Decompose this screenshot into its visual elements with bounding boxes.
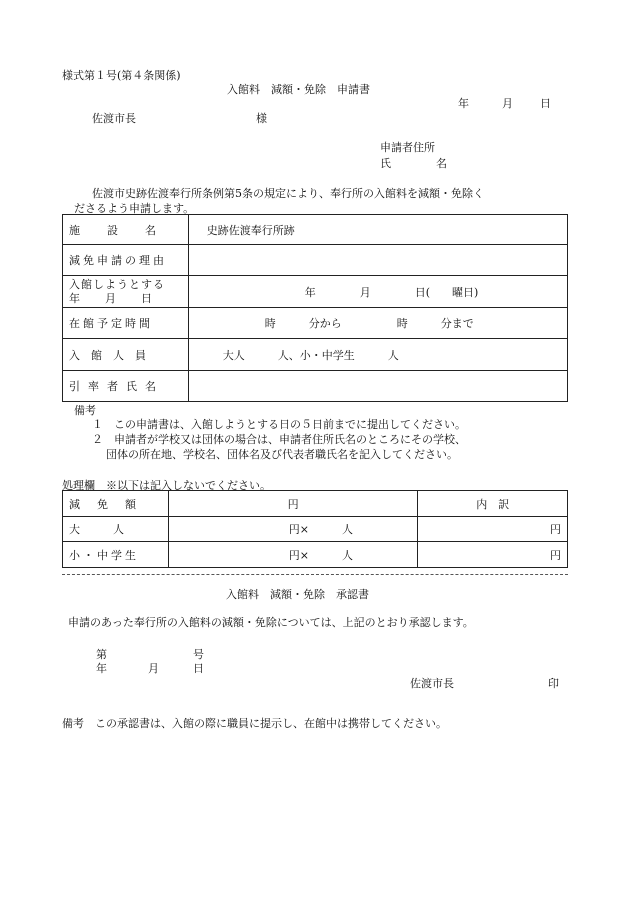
adult-label: 大 人 [63,517,169,542]
table-row [63,308,568,339]
date-month: 月 [502,97,513,110]
table-row [63,491,568,517]
table-row [63,542,568,568]
leader-label: 引率者氏名 [63,371,189,402]
adult-per-person: 円× 人 [168,517,418,542]
visitors-label: 入 館 人 員 [63,339,189,371]
form-number: 様式第１号(第４条関係) [62,69,181,82]
date-day: 日 [540,97,551,110]
approval-title: 入館料 減額・免除 承認書 [226,588,369,601]
breakdown-label: 内 訳 [418,491,568,517]
note-item-1: １ この申請書は、入館しようとする日の５日前までに提出してください。 [92,418,466,431]
applicant-name-label-2: 名 [436,157,447,170]
addressee: 佐渡市長 [92,112,136,125]
amount-yen: 円 [168,491,418,517]
application-table [62,214,568,402]
visit-date-label-line-1: 入館しようとする [69,277,165,291]
reason-label: 減免申請の理由 [63,245,189,276]
intro-line-1: 佐渡市史跡佐渡奉行所条例第5条の規定により、奉行所の入館料を減額・免除く [92,187,484,200]
table-row [63,245,568,276]
amount-label: 減 免 額 [63,491,169,517]
addressee-suffix: 様 [256,112,267,125]
table-row [63,517,568,542]
intro-line-2: ださるよう申請します。 [74,202,195,215]
table-row [63,215,568,245]
approval-mayor: 佐渡市長 [410,677,454,690]
table-row [63,371,568,402]
approval-date-day: 日 [193,662,204,675]
cut-line-divider [62,574,568,575]
page-title: 入館料 減額・免除 申請書 [227,83,370,96]
processing-table [62,490,568,568]
approval-date-month: 月 [148,662,159,675]
table-row [63,339,568,371]
time-label: 在館予定時間 [63,308,189,339]
seal-mark: 印 [548,677,559,690]
applicant-address-label: 申請者住所 [380,141,435,154]
visit-date-label-line-2: 年 月 日 [69,291,153,305]
date-year: 年 [458,97,469,110]
student-yen: 円 [418,542,568,568]
note-item-2-line-2: 団体の所在地、学校名、団体名及び代表者職氏名を記入してください。 [106,448,458,461]
approval-remark: 備考 この承認書は、入館の際に職員に提示し、在館中は携帯してください。 [62,717,447,730]
time-value[interactable]: 時 分から 時 分まで [188,308,567,339]
approval-date-year: 年 [96,662,107,675]
leader-input[interactable] [188,371,567,402]
notes-heading: 備考 [74,404,96,417]
visit-date-label [63,276,189,308]
approval-number-1: 第 [96,648,107,661]
processing-heading: 処理欄 ※以下は記入しないでください。 [62,479,271,492]
note-item-2-line-1: ２ 申請者が学校又は団体の場合は、申請者住所氏名のところにその学校、 [92,433,466,446]
table-row [63,276,568,308]
student-label: 小・中学生 [63,542,169,568]
student-per-person: 円× 人 [168,542,418,568]
applicant-name-label-1: 氏 [380,157,391,170]
adult-yen: 円 [418,517,568,542]
reason-input[interactable] [188,245,567,276]
approval-number-2: 号 [193,648,204,661]
facility-label: 施 設 名 [63,215,189,245]
facility-value: 史跡佐渡奉行所跡 [188,215,567,245]
approval-text: 申請のあった奉行所の入館料の減額・免除については、上記のとおり承認します。 [68,616,474,629]
visit-date-value[interactable]: 年 月 日( 曜日) [188,276,567,308]
visitors-value[interactable]: 大人 人、小・中学生 人 [188,339,567,371]
